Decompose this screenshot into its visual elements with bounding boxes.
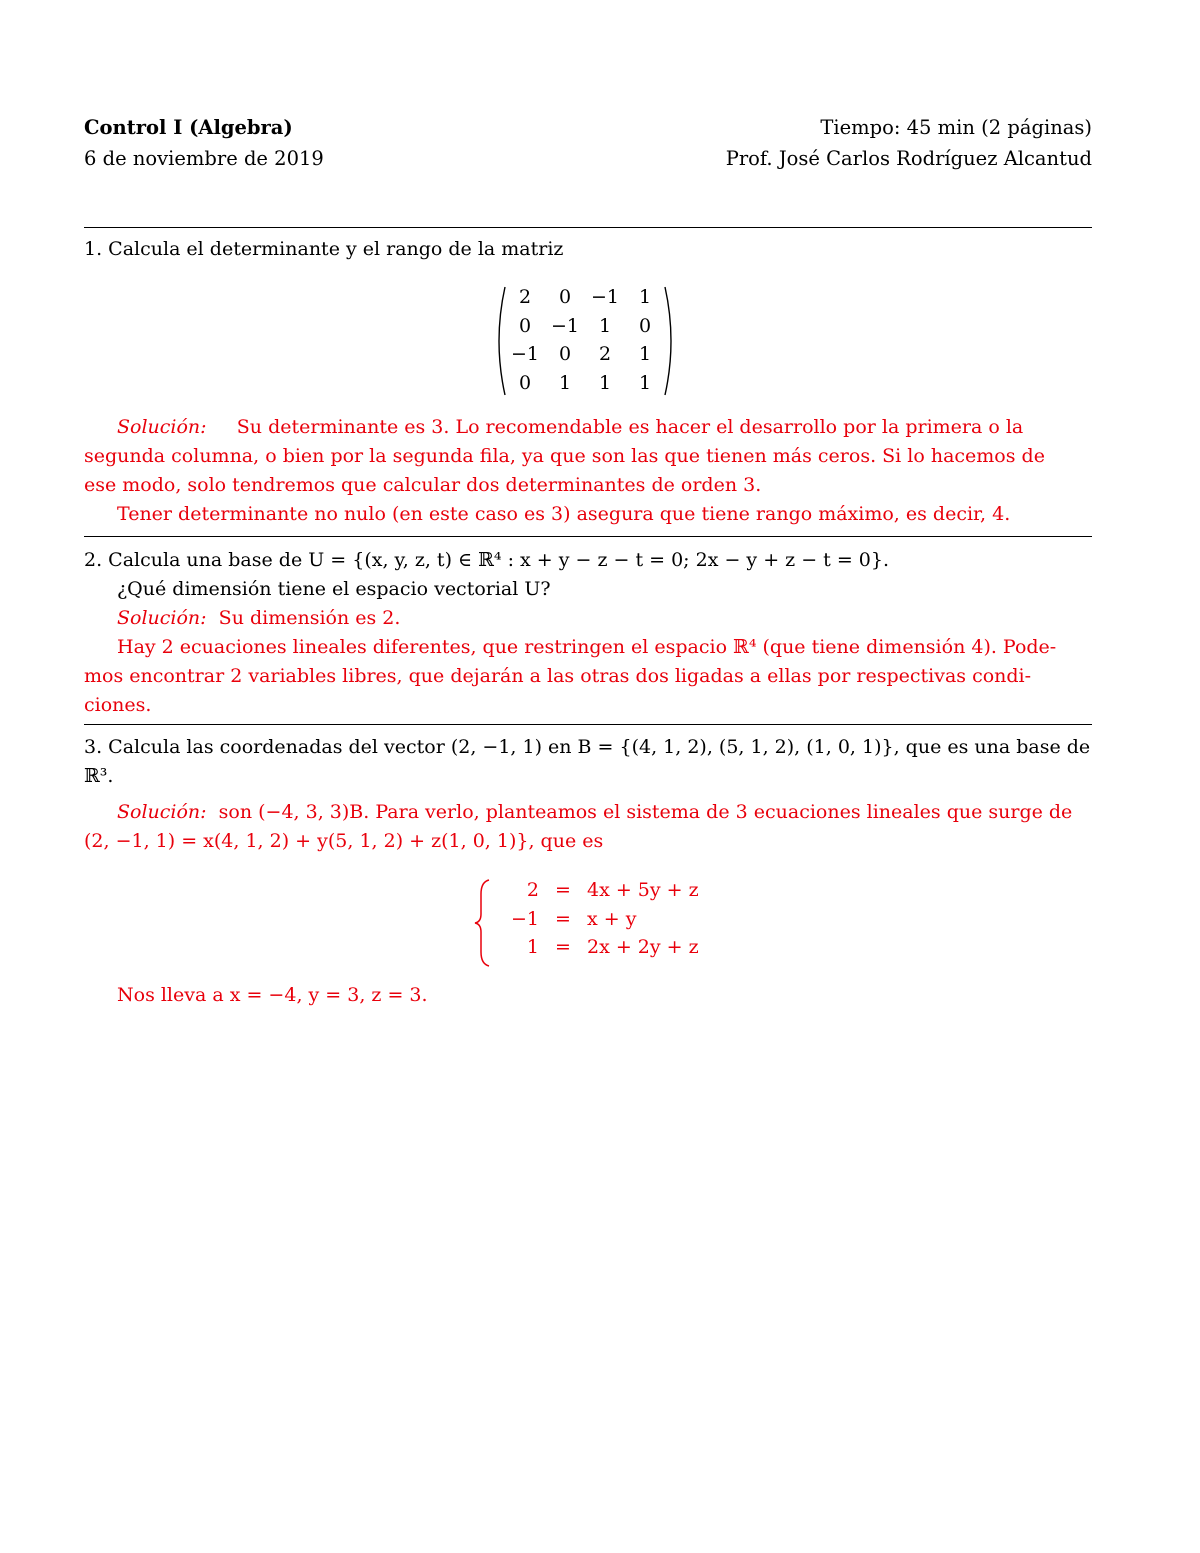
q2-explanation-1: Hay 2 ecuaciones lineales diferentes, que restringen el espacio ℝ⁴ (que tiene dimensión 4). Pode- — [117, 636, 1057, 658]
question-2 — [84, 546, 1092, 720]
q3-conclusion: Nos lleva a x = −4, y = 3, z = 3. — [117, 984, 428, 1006]
matrix-cell: 0 — [558, 343, 572, 365]
system-equation — [479, 876, 719, 905]
q1-solution-line-3: ese modo, solo tendremos que calcular dos determinantes de orden 3. — [84, 474, 762, 496]
equation-lhs: 2 — [526, 879, 539, 901]
matrix-cell: 0 — [518, 314, 532, 337]
equation-rhs: 2x + 2y + z — [587, 936, 699, 958]
q1-solution-text-1: Su determinante es 3. Lo recomendable es hacer el desarrollo por la primera o la — [236, 416, 1024, 438]
equation-equals: = — [555, 879, 571, 901]
q1-solution-line-1 — [84, 413, 1092, 442]
equation-lhs: −1 — [510, 907, 539, 930]
matrix-cell: 0 — [558, 286, 572, 308]
q2-solution — [84, 604, 1092, 633]
matrix-row — [505, 283, 665, 312]
q3-solution-label: Solución: — [117, 801, 207, 823]
system-equation — [479, 905, 719, 934]
equation-rhs: 4x + 5y + z — [587, 879, 699, 901]
equation-lhs: 1 — [526, 936, 539, 958]
matrix-cell: −1 — [550, 314, 579, 337]
matrix-row — [505, 340, 665, 369]
exam-title: Control I (Algebra) — [84, 116, 293, 139]
q1-statement: 1. Calcula el determinante y el rango de la matriz — [84, 238, 564, 260]
equation-rhs: x + y — [587, 907, 637, 930]
equation-equals: = — [555, 936, 571, 958]
q2-solution-label: Solución: — [117, 607, 207, 629]
matrix-cell: 0 — [638, 314, 652, 337]
exam-page — [84, 112, 1092, 1010]
matrix-cell: −1 — [590, 286, 619, 308]
header-row-2 — [84, 143, 1092, 174]
matrix-grid — [505, 283, 665, 397]
q2-statement: 2. Calcula una base de U = {(x, y, z, t) ∈ ℝ⁴ : x + y − z − t = 0; 2x − y + z − t = 0}. — [84, 549, 890, 571]
divider — [84, 536, 1092, 537]
q2-explanation-3: ciones. — [84, 694, 152, 716]
matrix-row — [505, 312, 665, 341]
system-brace — [473, 878, 503, 968]
exam-date: 6 de noviembre de 2019 — [84, 147, 324, 170]
matrix-cell: 1 — [638, 343, 652, 365]
divider — [84, 724, 1092, 725]
q3-solution-line-1 — [84, 798, 1092, 827]
q2-explanation-2: mos encontrar 2 variables libres, que dejarán a las otras dos ligadas a ellas por respectivas condi- — [84, 665, 1032, 687]
system-equation — [479, 933, 719, 962]
matrix-cell: −1 — [510, 343, 539, 365]
exam-time: Tiempo: 45 min (2 páginas) — [820, 116, 1092, 139]
q3-equation-system — [479, 876, 719, 966]
q3-solution-text-1: son (−4, 3, 3)B. Para verlo, planteamos el sistema de 3 ecuaciones lineales que surge de — [218, 801, 1073, 823]
q1-solution-line-4: Tener determinante no nulo (en este caso es 3) asegura que tiene rango máximo, es decir, 4. — [117, 503, 1011, 525]
q2-solution-text: Su dimensión es 2. — [218, 607, 401, 629]
q3-statement-1: 3. Calcula las coordenadas del vector (2, −1, 1) en B = {(4, 1, 2), (5, 1, 2), (1, 0, 1)}, que es una base de — [84, 736, 1091, 758]
matrix-cell: 1 — [638, 371, 652, 394]
divider — [84, 227, 1092, 228]
q3-solution-line-2: (2, −1, 1) = x(4, 1, 2) + y(5, 1, 2) + z(1, 0, 1)}, que es — [84, 830, 604, 852]
q3-statement-2: ℝ³. — [84, 765, 114, 787]
matrix-cell: 2 — [518, 286, 532, 308]
equation-equals: = — [555, 907, 571, 930]
q2-question: ¿Qué dimensión tiene el espacio vectorial U? — [117, 578, 551, 600]
question-3 — [84, 733, 1092, 1010]
matrix-cell: 0 — [518, 371, 532, 394]
matrix-cell: 2 — [598, 343, 612, 365]
exam-professor: Prof. José Carlos Rodríguez Alcantud — [725, 147, 1092, 170]
header-row-1 — [84, 112, 1092, 143]
matrix-cell: 1 — [598, 371, 612, 394]
matrix-row — [505, 369, 665, 398]
matrix-cell: 1 — [638, 286, 652, 308]
matrix-cell: 1 — [598, 314, 612, 337]
system-rows — [479, 876, 719, 962]
question-1 — [84, 235, 1092, 529]
q1-solution-line-2: segunda columna, o bien por la segunda fila, ya que son las que tienen más ceros. Si lo hacemos de — [84, 445, 1045, 467]
q1-matrix — [495, 283, 675, 399]
q1-solution-label: Solución: — [117, 416, 207, 438]
matrix-cell: 1 — [558, 371, 572, 394]
